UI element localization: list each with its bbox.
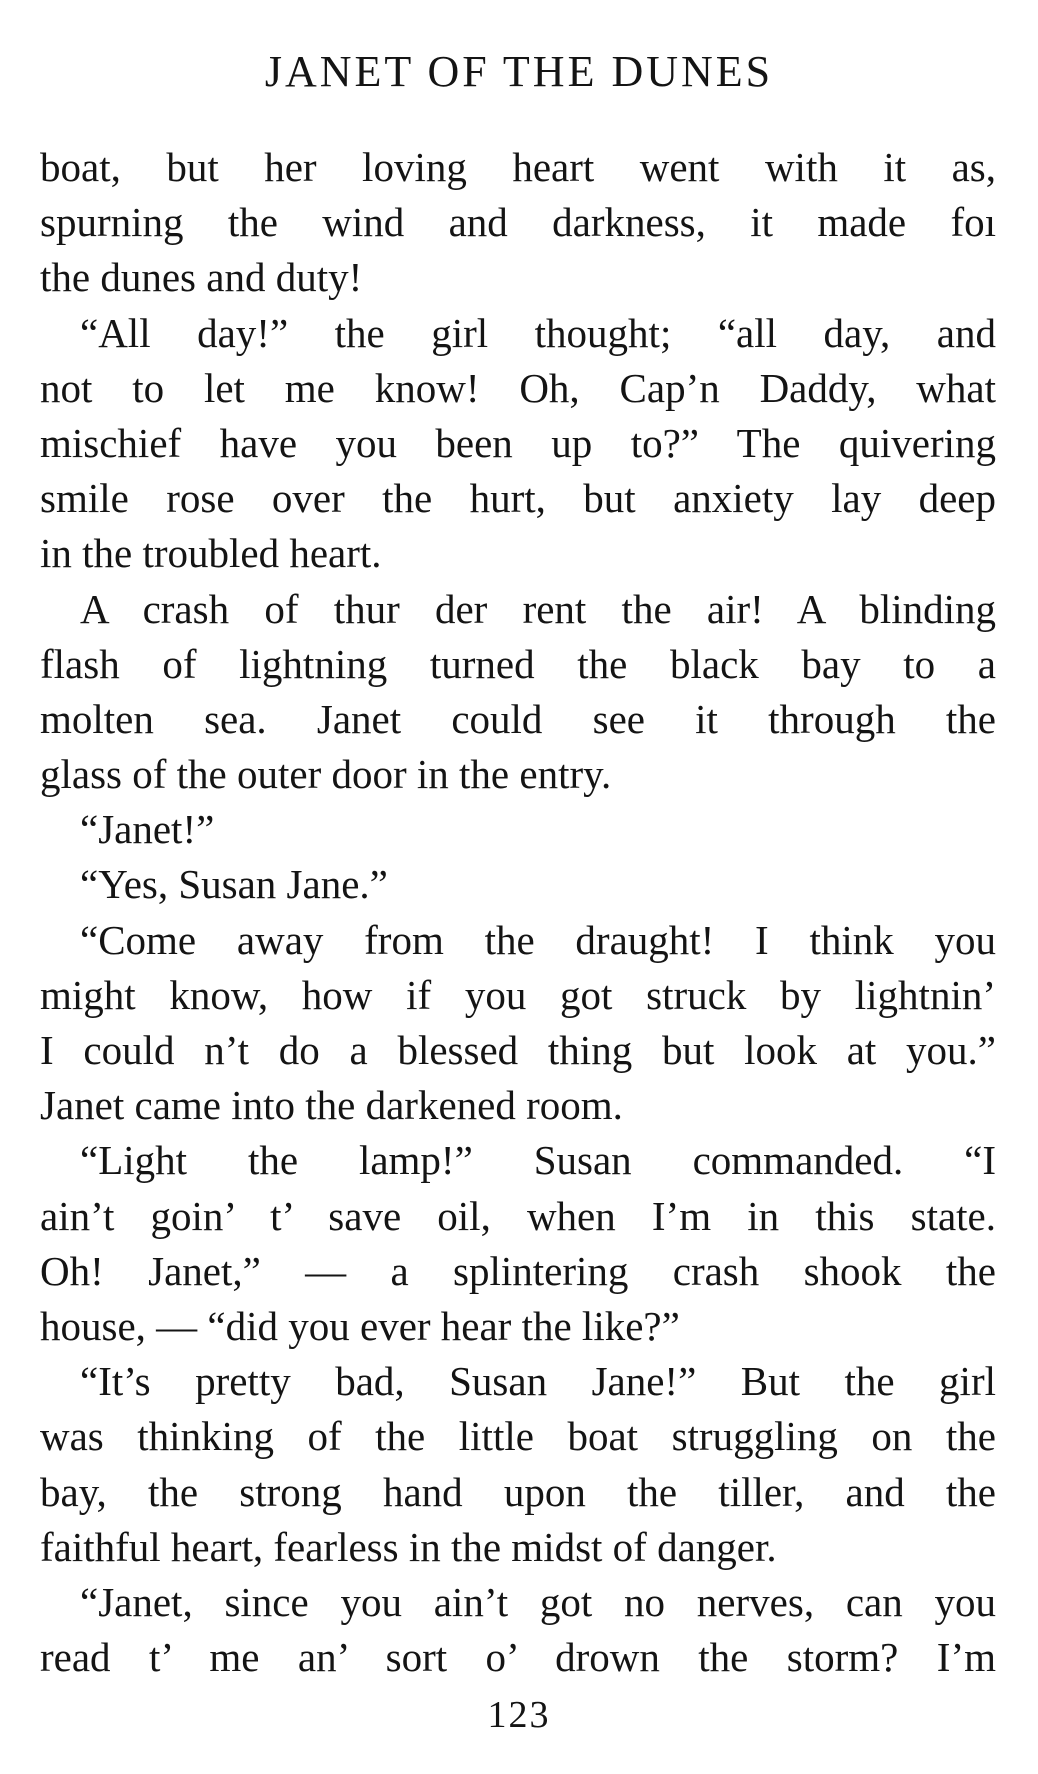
- text-line: glass of the outer door in the entry.: [40, 751, 612, 798]
- text-line: read t’ me an’ sort o’ drown the storm? I’m: [40, 1634, 996, 1681]
- text-line: faithful heart, fearless in the midst of danger.: [40, 1523, 777, 1570]
- text-line: I could n’t do a blessed thing but look at you.”: [40, 1027, 996, 1073]
- text-line: Oh! Janet,” — a splintering crash shook the: [40, 1247, 996, 1294]
- text-line: smile rose over the hurt, but anxiety lay deep: [40, 475, 996, 522]
- text-line: the dunes and duty!: [40, 254, 363, 301]
- text-line: “Come away from the draught! I think you: [80, 916, 996, 963]
- text-line: “Janet!”: [80, 806, 215, 853]
- text-line: boat, but her loving heart went with it as,: [40, 144, 996, 190]
- text-line: “It’s pretty bad, Susan Jane!” But the girl: [80, 1358, 996, 1405]
- text-line: flash of lightning turned the black bay to a: [40, 640, 996, 687]
- text-line: “Janet, since you ain’t got no nerves, can you: [80, 1578, 996, 1625]
- text-line: spurning the wind and darkness, it made foı: [40, 199, 996, 246]
- running-title: JANET OF THE DUNES: [264, 47, 774, 96]
- text-line: house, — “did you ever hear the like?”: [40, 1302, 680, 1349]
- body-text: [40, 140, 996, 1685]
- text-line: ain’t goin’ t’ save oil, when I’m in this state.: [40, 1192, 996, 1239]
- text-line: in the troubled heart.: [40, 530, 382, 577]
- text-line: A crash of thur der rent the air! A blinding: [80, 585, 996, 632]
- text-line: molten sea. Janet could see it through the: [40, 695, 996, 742]
- text-line: “All day!” the girl thought; “all day, and: [80, 309, 996, 356]
- text-line: Janet came into the darkened room.: [40, 1082, 623, 1129]
- text-line: “Light the lamp!” Susan commanded. “I: [80, 1137, 996, 1184]
- text-line: was thinking of the little boat struggling on the: [40, 1413, 996, 1460]
- page-number: 123: [487, 1694, 551, 1736]
- text-line: bay, the strong hand upon the tiller, and the: [40, 1468, 996, 1515]
- text-line: not to let me know! Oh, Cap’n Daddy, what: [40, 364, 996, 411]
- text-line: mischief have you been up to?” The quivering: [40, 419, 996, 466]
- text-line: might know, how if you got struck by lightnin’: [40, 971, 996, 1018]
- text-line: “Yes, Susan Jane.”: [80, 861, 388, 908]
